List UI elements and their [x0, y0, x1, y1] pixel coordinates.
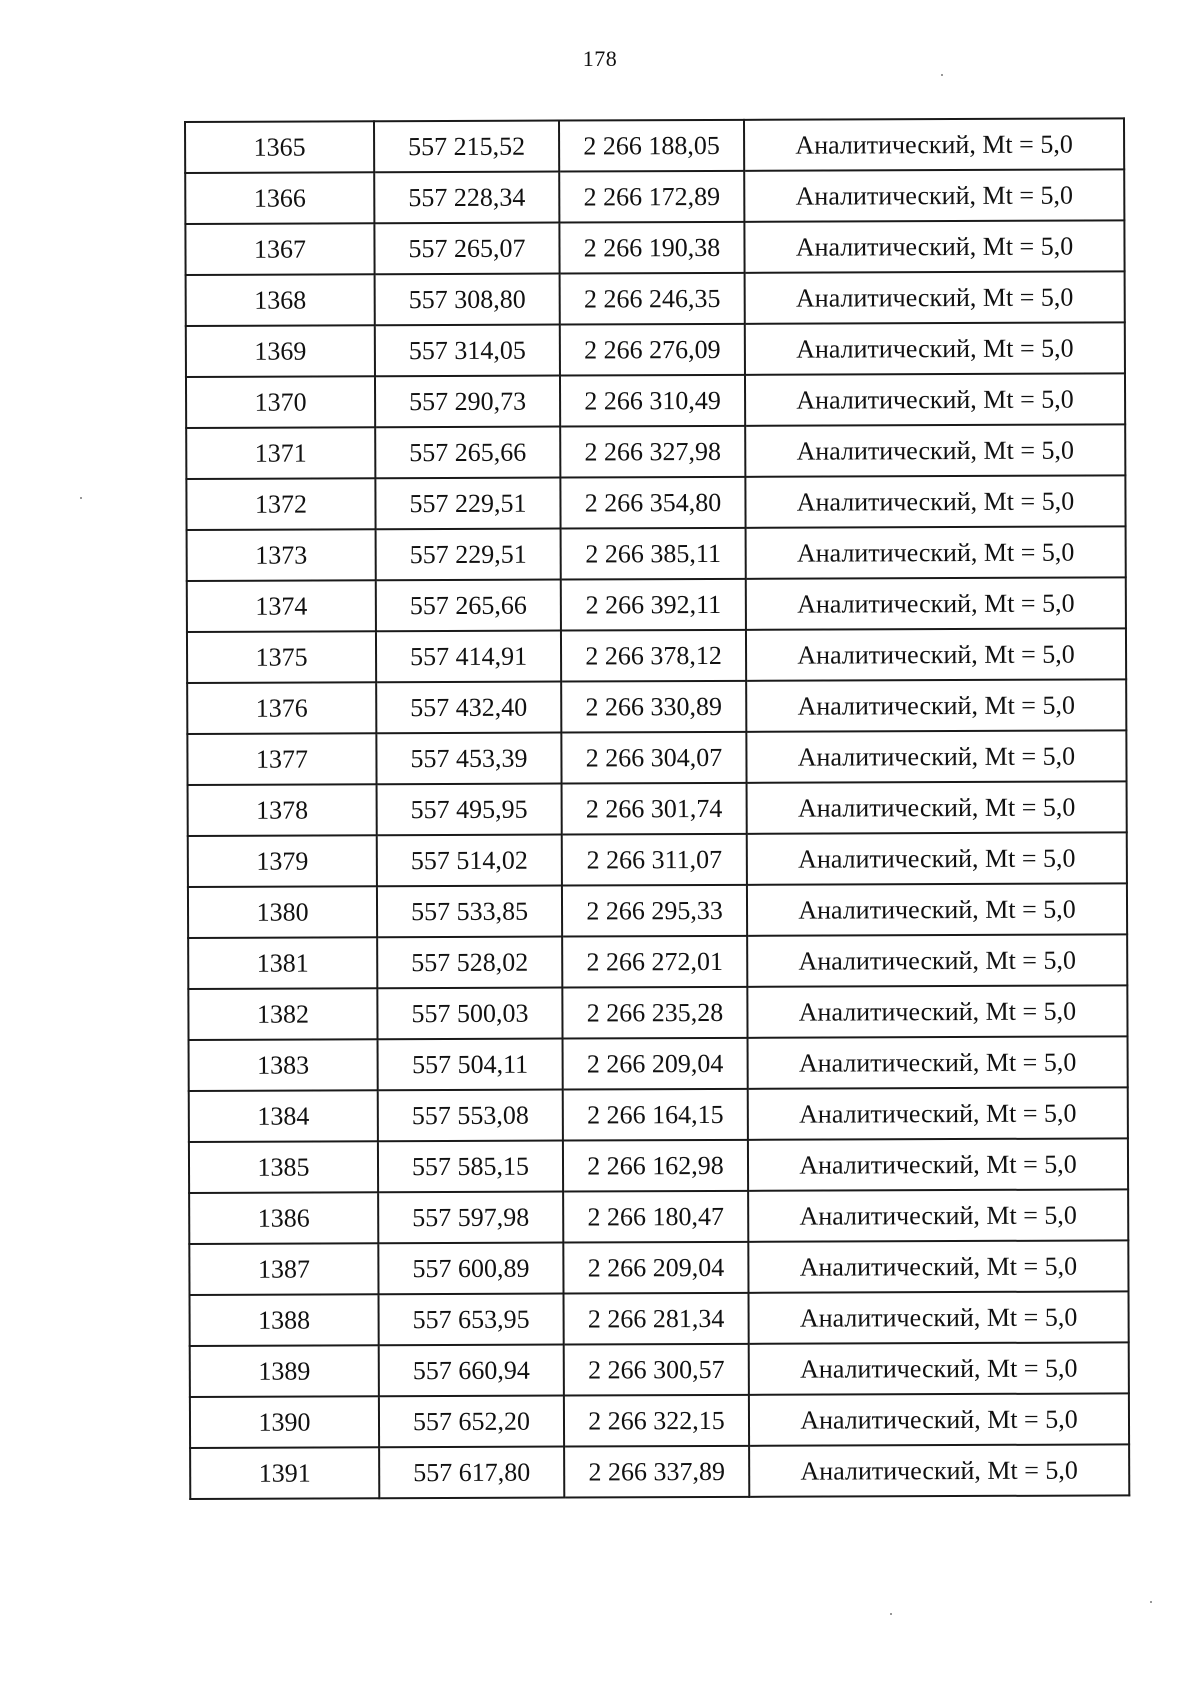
- x-coordinate-cell: 557 495,95: [377, 784, 562, 836]
- y-coordinate-cell: 2 266 295,33: [562, 885, 747, 937]
- x-coordinate-cell: 557 229,51: [376, 529, 561, 581]
- table-row: [189, 1138, 1128, 1193]
- x-coordinate-cell: 557 453,39: [376, 733, 561, 785]
- table-row: [188, 883, 1127, 938]
- table-row: [189, 1189, 1128, 1244]
- x-coordinate-cell: 557 585,15: [378, 1141, 563, 1193]
- x-coordinate-cell: 557 597,98: [378, 1192, 563, 1244]
- method-cell: Аналитический, Mt = 5,0: [749, 1444, 1129, 1496]
- method-cell: Аналитический, Mt = 5,0: [746, 628, 1126, 680]
- y-coordinate-cell: 2 266 304,07: [561, 732, 746, 784]
- point-number-cell: 1369: [186, 325, 375, 377]
- point-number-cell: 1384: [189, 1090, 378, 1142]
- y-coordinate-cell: 2 266 385,11: [561, 528, 746, 580]
- x-coordinate-cell: 557 653,95: [379, 1294, 564, 1346]
- method-cell: Аналитический, Mt = 5,0: [745, 475, 1125, 527]
- method-cell: Аналитический, Mt = 5,0: [749, 1291, 1129, 1343]
- scan-speck: [80, 497, 82, 499]
- point-number-cell: 1390: [190, 1396, 379, 1448]
- method-cell: Аналитический, Mt = 5,0: [745, 322, 1125, 374]
- method-cell: Аналитический, Mt = 5,0: [748, 1087, 1128, 1139]
- method-cell: Аналитический, Mt = 5,0: [747, 985, 1127, 1037]
- method-cell: Аналитический, Mt = 5,0: [746, 577, 1126, 629]
- point-number-cell: 1374: [187, 580, 376, 632]
- method-cell: Аналитический, Mt = 5,0: [744, 118, 1124, 170]
- method-cell: Аналитический, Mt = 5,0: [746, 730, 1126, 782]
- method-cell: Аналитический, Mt = 5,0: [749, 1342, 1129, 1394]
- y-coordinate-cell: 2 266 190,38: [559, 222, 744, 274]
- point-number-cell: 1372: [186, 478, 375, 530]
- x-coordinate-cell: 557 514,02: [377, 835, 562, 887]
- table-row: [185, 220, 1124, 275]
- y-coordinate-cell: 2 266 188,05: [559, 120, 744, 172]
- page-number: 178: [582, 46, 618, 71]
- y-coordinate-cell: 2 266 327,98: [560, 426, 745, 478]
- point-number-cell: 1380: [188, 886, 377, 938]
- method-cell: Аналитический, Mt = 5,0: [747, 934, 1127, 986]
- coordinates-table: [184, 117, 1130, 1500]
- point-number-cell: 1379: [188, 835, 377, 887]
- x-coordinate-cell: 557 265,07: [374, 223, 559, 275]
- method-cell: Аналитический, Mt = 5,0: [744, 169, 1124, 221]
- table-row: [186, 475, 1125, 530]
- table-row: [188, 832, 1127, 887]
- y-coordinate-cell: 2 266 392,11: [561, 579, 746, 631]
- point-number-cell: 1388: [190, 1294, 379, 1346]
- point-number-cell: 1365: [185, 121, 374, 173]
- y-coordinate-cell: 2 266 281,34: [564, 1293, 749, 1345]
- table-row: [188, 781, 1127, 836]
- y-coordinate-cell: 2 266 301,74: [562, 783, 747, 835]
- point-number-cell: 1389: [190, 1345, 379, 1397]
- table-row: [187, 679, 1126, 734]
- method-cell: Аналитический, Mt = 5,0: [747, 883, 1127, 935]
- y-coordinate-cell: 2 266 209,04: [563, 1038, 748, 1090]
- table-row: [190, 1444, 1129, 1499]
- y-coordinate-cell: 2 266 300,57: [564, 1344, 749, 1396]
- point-number-cell: 1377: [187, 733, 376, 785]
- y-coordinate-cell: 2 266 246,35: [560, 273, 745, 325]
- table-row: [189, 1087, 1128, 1142]
- table-row: [188, 985, 1127, 1040]
- point-number-cell: 1382: [188, 988, 377, 1040]
- y-coordinate-cell: 2 266 172,89: [559, 171, 744, 223]
- y-coordinate-cell: 2 266 180,47: [563, 1191, 748, 1243]
- table-row: [189, 1240, 1128, 1295]
- coordinates-table-body: [185, 118, 1129, 1499]
- point-number-cell: 1385: [189, 1141, 378, 1193]
- point-number-cell: 1381: [188, 937, 377, 989]
- point-number-cell: 1376: [187, 682, 376, 734]
- point-number-cell: 1370: [186, 376, 375, 428]
- method-cell: Аналитический, Mt = 5,0: [745, 373, 1125, 425]
- table-row: [190, 1291, 1129, 1346]
- table-row: [190, 1342, 1129, 1397]
- x-coordinate-cell: 557 265,66: [376, 580, 561, 632]
- method-cell: Аналитический, Mt = 5,0: [746, 526, 1126, 578]
- x-coordinate-cell: 557 229,51: [375, 478, 560, 530]
- table-row: [188, 934, 1127, 989]
- point-number-cell: 1368: [186, 274, 375, 326]
- method-cell: Аналитический, Mt = 5,0: [748, 1036, 1128, 1088]
- x-coordinate-cell: 557 432,40: [376, 682, 561, 734]
- y-coordinate-cell: 2 266 235,28: [562, 987, 747, 1039]
- table-row: [187, 730, 1126, 785]
- table-row: [187, 577, 1126, 632]
- x-coordinate-cell: 557 500,03: [377, 988, 562, 1040]
- x-coordinate-cell: 557 553,08: [378, 1090, 563, 1142]
- x-coordinate-cell: 557 265,66: [375, 427, 560, 479]
- table-row: [185, 169, 1124, 224]
- method-cell: Аналитический, Mt = 5,0: [749, 1393, 1129, 1445]
- method-cell: Аналитический, Mt = 5,0: [746, 679, 1126, 731]
- table-row: [187, 628, 1126, 683]
- y-coordinate-cell: 2 266 322,15: [564, 1395, 749, 1447]
- table-row: [185, 118, 1124, 173]
- y-coordinate-cell: 2 266 272,01: [562, 936, 747, 988]
- point-number-cell: 1375: [187, 631, 376, 683]
- x-coordinate-cell: 557 617,80: [379, 1447, 564, 1499]
- table-row: [187, 526, 1126, 581]
- x-coordinate-cell: 557 504,11: [378, 1039, 563, 1091]
- point-number-cell: 1386: [189, 1192, 378, 1244]
- y-coordinate-cell: 2 266 310,49: [560, 375, 745, 427]
- scan-speck: [941, 74, 943, 76]
- y-coordinate-cell: 2 266 162,98: [563, 1140, 748, 1192]
- method-cell: Аналитический, Mt = 5,0: [745, 271, 1125, 323]
- method-cell: Аналитический, Mt = 5,0: [747, 781, 1127, 833]
- scan-speck: [1150, 1601, 1152, 1603]
- x-coordinate-cell: 557 652,20: [379, 1396, 564, 1448]
- method-cell: Аналитический, Mt = 5,0: [748, 1138, 1128, 1190]
- y-coordinate-cell: 2 266 209,04: [563, 1242, 748, 1294]
- table-row: [186, 424, 1125, 479]
- x-coordinate-cell: 557 215,52: [374, 121, 559, 173]
- x-coordinate-cell: 557 528,02: [377, 937, 562, 989]
- x-coordinate-cell: 557 290,73: [375, 376, 560, 428]
- point-number-cell: 1378: [188, 784, 377, 836]
- x-coordinate-cell: 557 314,05: [375, 325, 560, 377]
- point-number-cell: 1391: [190, 1447, 379, 1499]
- table-row: [186, 373, 1125, 428]
- y-coordinate-cell: 2 266 378,12: [561, 630, 746, 682]
- table-row: [186, 322, 1125, 377]
- table-row: [190, 1393, 1129, 1448]
- point-number-cell: 1367: [185, 223, 374, 275]
- point-number-cell: 1387: [189, 1243, 378, 1295]
- x-coordinate-cell: 557 660,94: [379, 1345, 564, 1397]
- method-cell: Аналитический, Mt = 5,0: [745, 424, 1125, 476]
- x-coordinate-cell: 557 533,85: [377, 886, 562, 938]
- point-number-cell: 1373: [187, 529, 376, 581]
- method-cell: Аналитический, Mt = 5,0: [748, 1189, 1128, 1241]
- y-coordinate-cell: 2 266 311,07: [562, 834, 747, 886]
- x-coordinate-cell: 557 600,89: [378, 1243, 563, 1295]
- table-row: [186, 271, 1125, 326]
- y-coordinate-cell: 2 266 330,89: [561, 681, 746, 733]
- scan-speck: [890, 1613, 892, 1615]
- y-coordinate-cell: 2 266 354,80: [560, 477, 745, 529]
- y-coordinate-cell: 2 266 164,15: [563, 1089, 748, 1141]
- point-number-cell: 1383: [189, 1039, 378, 1091]
- method-cell: Аналитический, Mt = 5,0: [748, 1240, 1128, 1292]
- x-coordinate-cell: 557 228,34: [374, 172, 559, 224]
- point-number-cell: 1366: [185, 172, 374, 224]
- method-cell: Аналитический, Mt = 5,0: [744, 220, 1124, 272]
- y-coordinate-cell: 2 266 276,09: [560, 324, 745, 376]
- x-coordinate-cell: 557 308,80: [375, 274, 560, 326]
- method-cell: Аналитический, Mt = 5,0: [747, 832, 1127, 884]
- table-row: [189, 1036, 1128, 1091]
- point-number-cell: 1371: [186, 427, 375, 479]
- x-coordinate-cell: 557 414,91: [376, 631, 561, 683]
- y-coordinate-cell: 2 266 337,89: [564, 1446, 749, 1498]
